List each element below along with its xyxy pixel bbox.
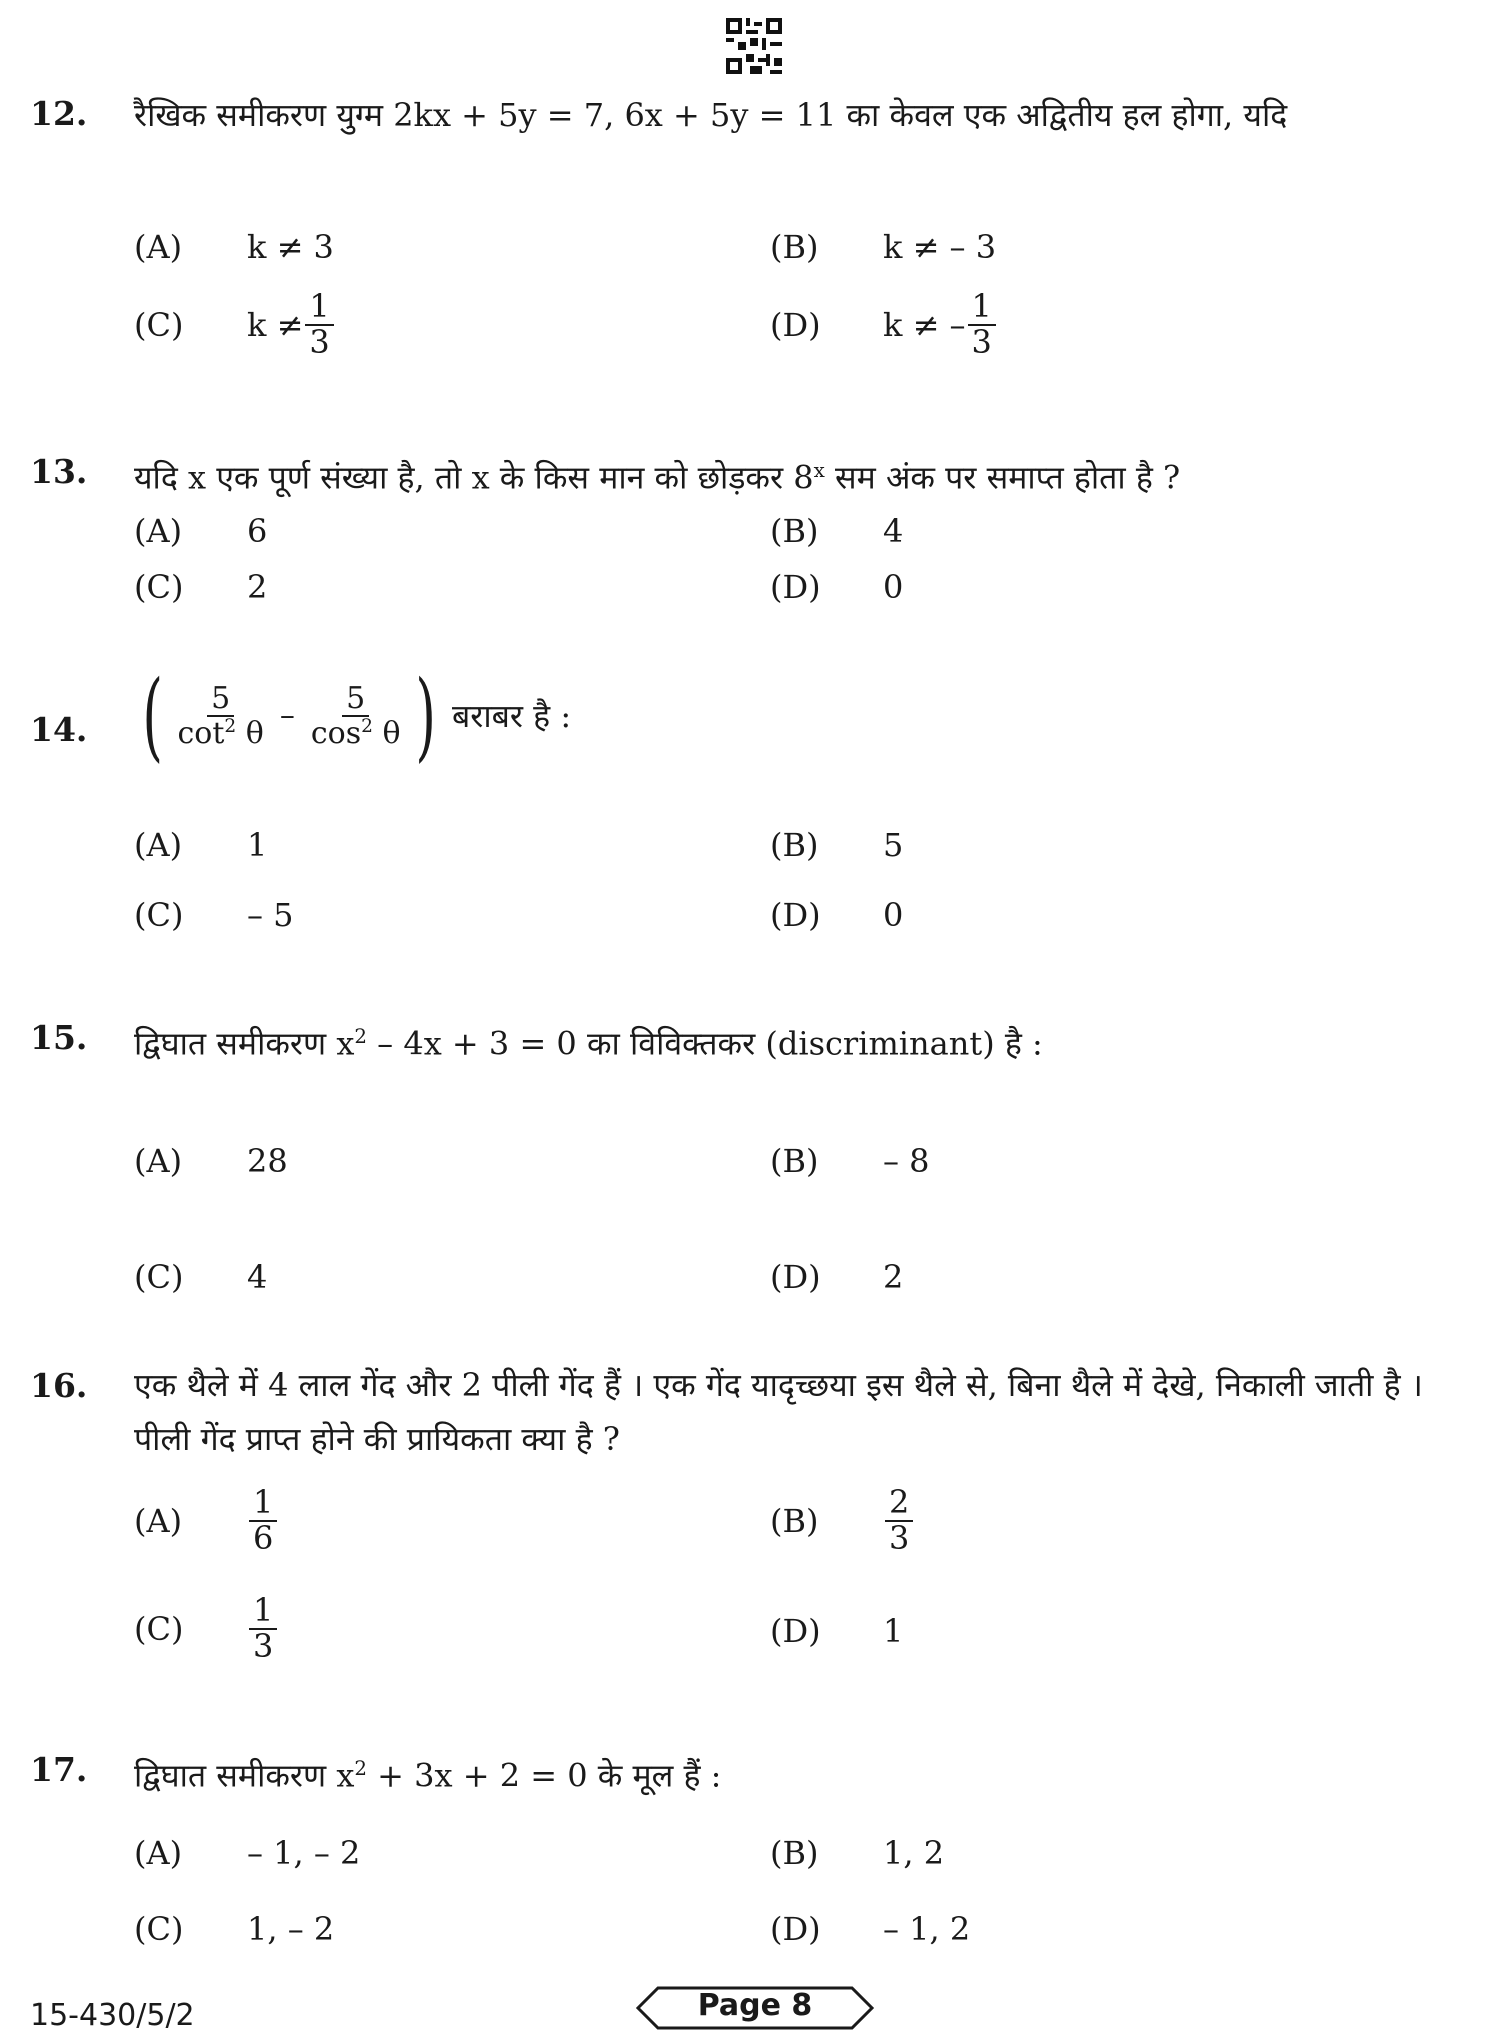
minus-sign: – — [279, 698, 295, 733]
question-text-post: सम अंक पर समाप्त होता है ? — [824, 458, 1181, 497]
question-text-post: बराबर है : — [452, 696, 572, 735]
question-text: एक थैले में 4 लाल गेंद और 2 पीली गेंद हैं । एक गेंद यादृच्छया इस थैले से, बिना थैले में देखे, निकाली जाती है । पीली गेंद प्राप्त होने की प्रायिकता क्या है ? — [134, 1366, 1423, 1458]
question-text-post: – 4x + 3 = 0 का विविक्तकर (discriminant) है : — [367, 1024, 1043, 1063]
option-label: (C) — [134, 1609, 184, 1648]
fraction-denominator: 6 — [253, 1518, 274, 1557]
option-c[interactable] — [134, 1591, 279, 1665]
question-expression — [134, 660, 1454, 772]
option-text: 28 — [247, 1142, 288, 1180]
option-text: – 1, – 2 — [247, 1834, 361, 1872]
option-label: (A) — [134, 512, 183, 550]
option-text: 1 — [883, 1612, 904, 1650]
option-label: (A) — [134, 1142, 183, 1180]
question-number: 16. — [30, 1366, 88, 1405]
question-text — [134, 444, 1454, 505]
option-prefix: k ≠ — [247, 305, 304, 344]
option-label: (A) — [134, 1501, 183, 1540]
option-text: 5 — [883, 826, 904, 864]
option-label: (D) — [770, 896, 821, 934]
option-label: (C) — [134, 896, 184, 934]
option-a[interactable] — [134, 512, 267, 550]
option-c[interactable] — [134, 1910, 334, 1948]
paper-code: 15-430/5/2 — [30, 1998, 195, 2033]
fraction-denominator: 3 — [889, 1518, 910, 1557]
fraction-numerator: 2 — [885, 1486, 913, 1522]
fraction — [885, 1483, 913, 1557]
left-paren-icon: ( — [142, 660, 164, 772]
option-c[interactable] — [134, 1258, 267, 1296]
option-label: (C) — [134, 1910, 184, 1948]
fraction — [968, 287, 996, 361]
option-text: 4 — [247, 1258, 268, 1296]
option-b[interactable] — [770, 228, 996, 266]
question-number: 17. — [30, 1750, 88, 1789]
question-number: 15. — [30, 1018, 88, 1057]
option-a[interactable] — [134, 1142, 288, 1180]
question-text-pre: द्विघात समीकरण x — [134, 1024, 355, 1063]
fraction — [249, 1591, 277, 1665]
option-label: (B) — [770, 1501, 819, 1540]
option-text: k ≠ 3 — [247, 228, 334, 266]
fraction-numerator: 1 — [249, 1594, 277, 1630]
question-text — [134, 1010, 1454, 1071]
option-text: 2 — [247, 568, 268, 606]
option-label: (B) — [770, 228, 819, 266]
option-d[interactable] — [770, 1612, 903, 1650]
option-label: (D) — [770, 1612, 821, 1650]
option-d[interactable] — [770, 1910, 970, 1948]
option-b[interactable] — [770, 1483, 915, 1557]
fraction-numerator: 5 — [207, 683, 234, 717]
option-b[interactable] — [770, 1142, 930, 1180]
question-text — [134, 1742, 1454, 1803]
option-a[interactable] — [134, 826, 267, 864]
option-label: (B) — [770, 1142, 819, 1180]
option-d[interactable] — [770, 287, 998, 361]
option-label: (B) — [770, 512, 819, 550]
option-label: (D) — [770, 1258, 821, 1296]
option-label: (D) — [770, 305, 821, 344]
option-text: 6 — [247, 512, 268, 550]
option-a[interactable] — [134, 1483, 279, 1557]
option-text: 1, 2 — [883, 1834, 945, 1872]
option-c[interactable] — [134, 896, 294, 934]
exponent: 2 — [354, 1757, 367, 1780]
option-text: – 8 — [883, 1142, 930, 1180]
question-text-pre: यदि x एक पूर्ण संख्या है, तो x के किस मान को छोड़कर 8 — [134, 458, 814, 497]
option-label: (A) — [134, 228, 183, 266]
option-c[interactable] — [134, 287, 336, 361]
option-label: (C) — [134, 305, 184, 344]
option-text: – 1, 2 — [883, 1910, 971, 1948]
option-text: – 5 — [247, 896, 294, 934]
page-number: Page 8 — [697, 1988, 813, 2023]
option-prefix: k ≠ – — [883, 305, 966, 344]
fraction-denominator: 3 — [309, 322, 330, 361]
fraction-numerator: 5 — [342, 683, 369, 717]
fraction — [305, 287, 333, 361]
qr-code-icon — [726, 18, 782, 74]
fraction-denominator: 3 — [971, 322, 992, 361]
fraction-numerator: 1 — [968, 290, 996, 326]
option-b[interactable] — [770, 512, 903, 550]
question-number: 13. — [30, 452, 88, 491]
fraction — [173, 683, 267, 749]
option-label: (C) — [134, 1258, 184, 1296]
option-text: k ≠ – 3 — [883, 228, 997, 266]
question-text-pre: द्विघात समीकरण x — [134, 1756, 355, 1795]
option-label: (C) — [134, 568, 184, 606]
option-a[interactable] — [134, 228, 334, 266]
exponent: 2 — [354, 1025, 367, 1048]
option-d[interactable] — [770, 1258, 903, 1296]
question-number: 12. — [30, 94, 88, 133]
right-paren-icon: ) — [414, 660, 436, 772]
option-text: 2 — [883, 1258, 904, 1296]
question-text-post: + 3x + 2 = 0 के मूल हैं : — [367, 1756, 722, 1795]
option-label: (A) — [134, 826, 183, 864]
fraction — [307, 683, 405, 749]
option-label: (A) — [134, 1834, 183, 1872]
fraction-denominator: 3 — [253, 1626, 274, 1665]
exponent: x — [813, 459, 825, 482]
fraction-numerator: 1 — [305, 290, 333, 326]
option-label: (D) — [770, 568, 821, 606]
option-label: (D) — [770, 1910, 821, 1948]
fraction — [249, 1483, 277, 1557]
fraction-denominator: $\cot^2 \theta$ — [177, 715, 264, 751]
option-d[interactable] — [770, 568, 903, 606]
question-number: 14. — [30, 710, 88, 749]
option-text: 1, – 2 — [247, 1910, 335, 1948]
option-b[interactable] — [770, 1834, 944, 1872]
option-label: (B) — [770, 1834, 819, 1872]
option-label: (B) — [770, 826, 819, 864]
option-text: 4 — [883, 512, 904, 550]
option-a[interactable] — [134, 1834, 360, 1872]
fraction-numerator: 1 — [249, 1486, 277, 1522]
question-text: रैखिक समीकरण युग्म 2kx + 5y = 7, 6x + 5y = 11 का केवल एक अद्वितीय हल होगा, यदि — [134, 96, 1288, 134]
page-number-badge — [636, 1986, 874, 2030]
option-c[interactable] — [134, 568, 267, 606]
option-text: 0 — [883, 568, 904, 606]
option-text: 0 — [883, 896, 904, 934]
option-d[interactable] — [770, 896, 903, 934]
fraction-denominator: $\cos^2 \theta$ — [310, 715, 401, 751]
option-b[interactable] — [770, 826, 903, 864]
option-text: 1 — [247, 826, 268, 864]
